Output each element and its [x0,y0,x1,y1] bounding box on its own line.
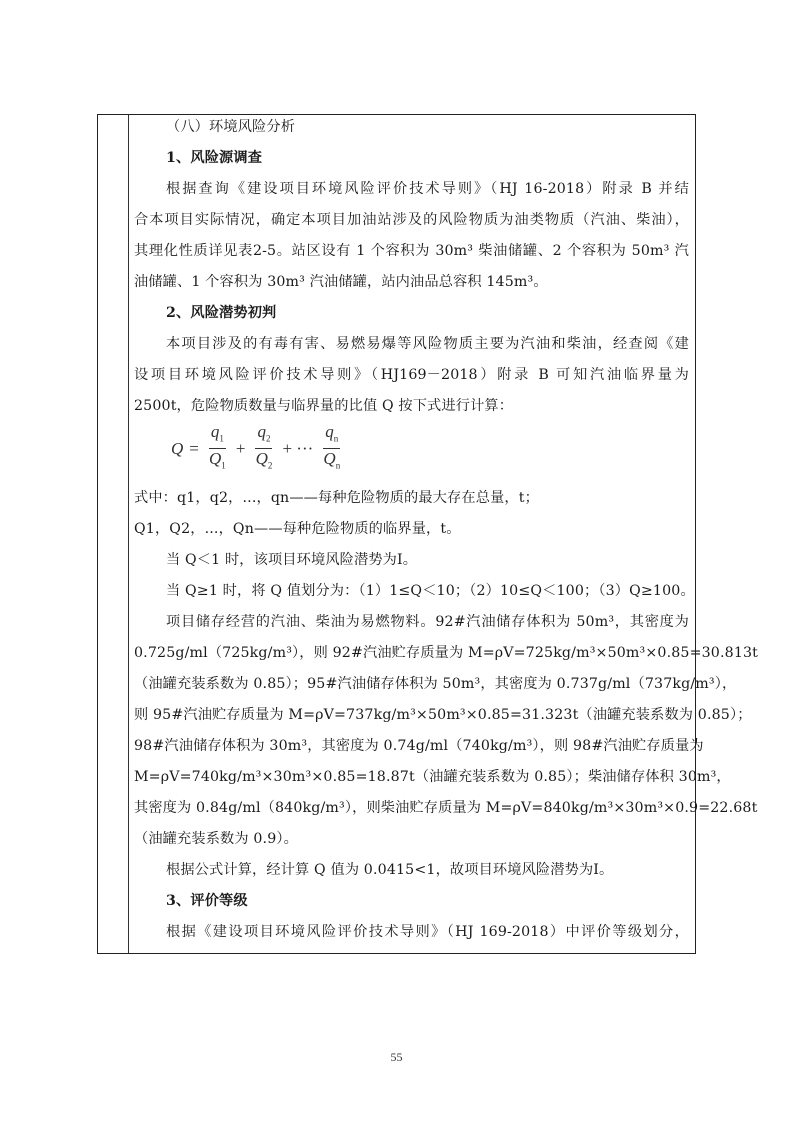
formula-fraction: $\frac{q_2}{Q_2}$ [255,422,273,470]
calc-line: 0.725g/ml（725kg/m³），则 92#汽油贮存质量为 M=ρV=725kg/m³×50m³×0.85=30.813t [134,645,759,661]
table-content-cell [129,115,759,953]
formula-equals: = [189,439,199,458]
paragraph-line: 油储罐、1 个容积为 30m³ 汽油储罐，站内油品总容积 145m³。 [134,274,548,290]
calc-line: 项目储存经营的汽油、柴油为易燃物料。92#汽油储存体积为 50m³，其密度为 [166,614,689,630]
document-table [97,114,759,954]
calc-line: M=ρV=740kg/m³×30m³×0.85=18.87t（油罐充装系数为 0.85）；柴油储存体积 30m³， [134,769,731,785]
paragraph-line: 根据《建设项目环境风险评价技术导则》（HJ 169-2018）中评价等级划分， [166,924,689,940]
formula-fraction: $\frac{q_n}{Q_n}$ [323,422,341,470]
section-title: （八）环境风险分析 [166,119,296,135]
calc-line: 则 95#汽油贮存质量为 M=ρV=737kg/m³×50m³×0.85=31.323t（油罐充装系数为 0.85）； [134,707,752,723]
formula-lhs: Q [171,439,184,458]
table-label-column [98,115,129,953]
condition-line: 当 Q＜1 时，该项目环境风险潜势为Ⅰ。 [166,552,418,568]
paragraph-line: 本项目涉及的有毒有害、易燃易爆等风险物质主要为汽油和柴油，经查阅《建 [166,336,689,352]
paragraph-line: 设项目环境风险评价技术导则》（HJ169－2018）附录 B 可知汽油临界量为 [134,367,689,383]
paragraph-line: 根据查询《建设项目环境风险评价技术导则》（HJ 16-2018）附录 B 并结 [166,181,689,197]
definition-line: 式中：q1，q2，...，qn——每种危险物质的最大存在总量，t； [134,490,539,506]
condition-line: 当 Q≥1 时，将 Q 值划分为：（1）1≤Q＜10；（2）10≤Q＜100；（3）Q≥100。 [166,583,695,599]
risk-quotient-formula [171,422,344,473]
paragraph-line: 2500t，危险物质数量与临界量的比值 Q 按下式进行计算： [134,398,514,414]
page-number: 55 [390,1050,403,1064]
calc-line: 其密度为 0.84g/ml（840kg/m³），则柴油贮存质量为 M=ρV=840kg/m³×30m³×0.9=22.68t [134,800,758,816]
subsection-heading-1: 1、风险源调查 [166,150,263,166]
conclusion-line: 根据公式计算，经计算 Q 值为 0.0415<1，故项目环境风险潜势为Ⅰ。 [166,862,614,878]
calc-line: （油罐充装系数为 0.85）；95#汽油储存体积为 50m³，其密度为 0.737g/ml（737kg/m³）， [134,676,737,692]
formula-plus: + [235,439,246,458]
calc-line: 98#汽油储存体积为 30m³，其密度为 0.74g/ml（740kg/m³），则 98#汽油贮存质量为 [134,738,704,754]
formula-ellipsis: + ··· [282,439,314,458]
formula-fraction: $\frac{q_1}{Q_1}$ [208,422,226,470]
subsection-heading-3: 3、评价等级 [166,893,248,909]
definition-line: Q1，Q2，...，Qn——每种危险物质的临界量，t。 [134,521,461,537]
subsection-heading-2: 2、风险潜势初判 [166,305,277,321]
calc-line: （油罐充装系数为 0.9）。 [134,831,298,847]
paragraph-line: 合本项目实际情况，确定本项目加油站涉及的风险物质为油类物质（汽油、柴油）， [134,212,689,228]
paragraph-line: 其理化性质详见表2-5。站区设有 1 个容积为 30m³ 柴油储罐、2 个容积为 50m³ 汽 [134,243,689,259]
